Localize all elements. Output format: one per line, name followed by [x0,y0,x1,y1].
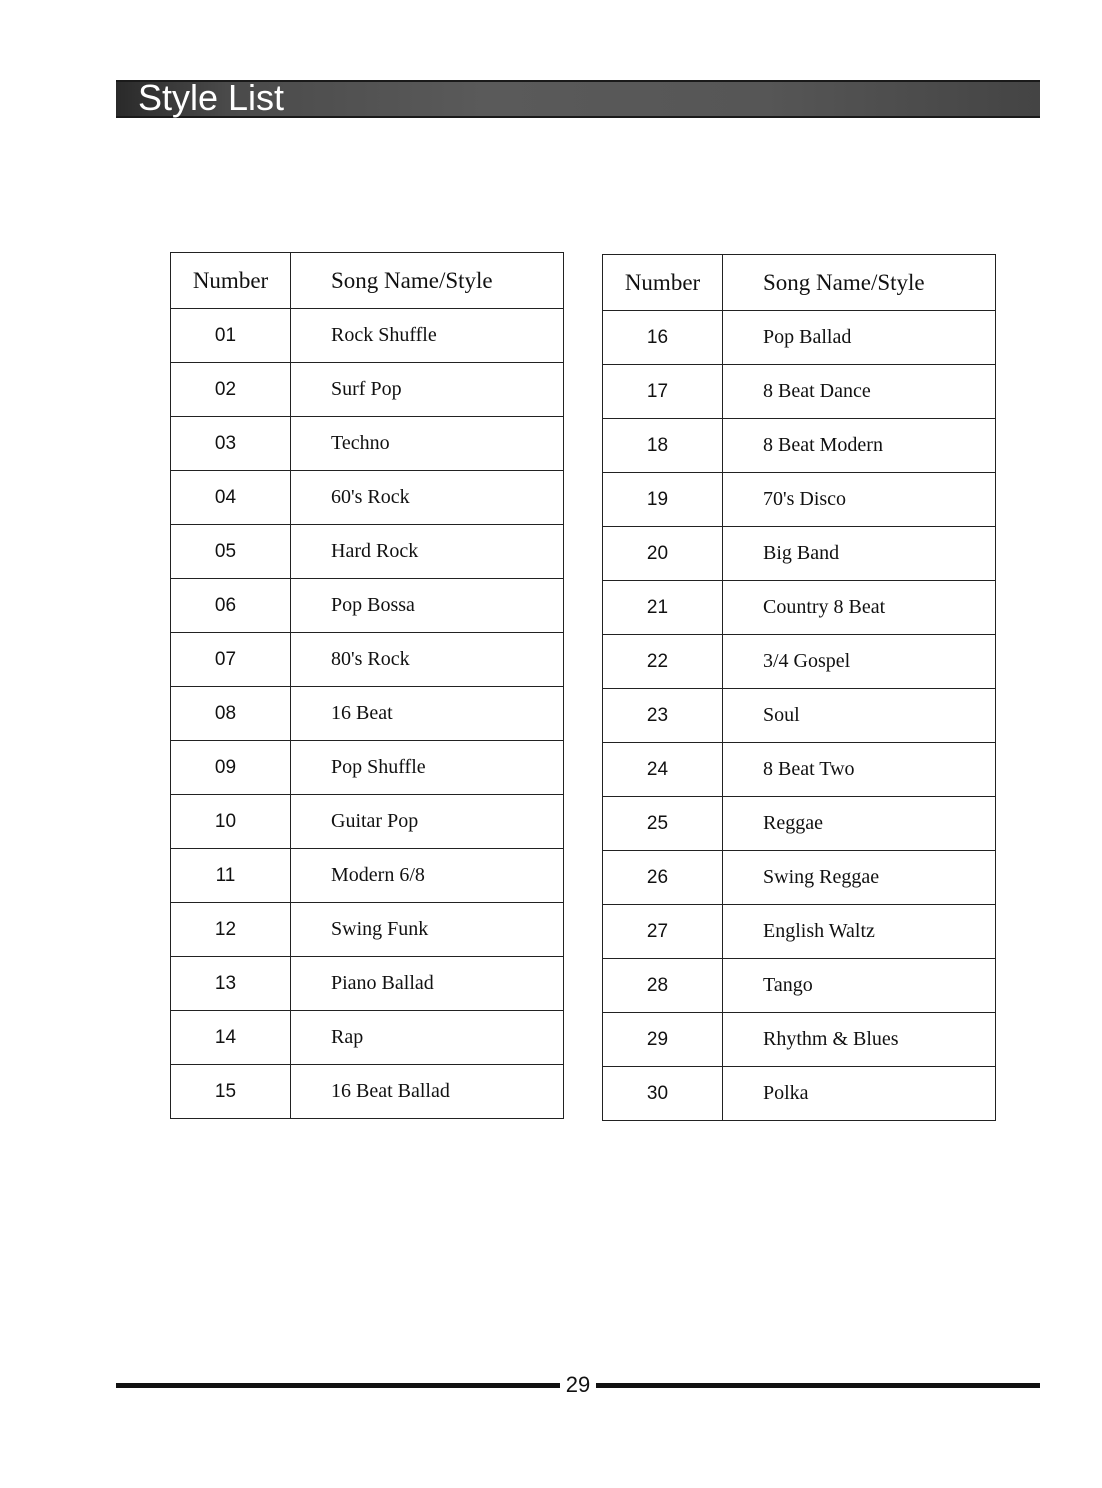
style-number-cell: 02 [171,363,291,417]
table-row [171,579,564,633]
table-row [603,527,996,581]
table-header-row [171,253,564,309]
style-name-cell: Reggae [723,797,996,851]
style-name-cell: 16 Beat [291,687,564,741]
style-number-cell: 04 [171,471,291,525]
table-row [603,689,996,743]
style-number-cell: 08 [171,687,291,741]
table-row [603,959,996,1013]
style-number-cell: 20 [603,527,723,581]
table-row [171,687,564,741]
table-row [171,741,564,795]
table-row [603,473,996,527]
style-number-cell: 12 [171,903,291,957]
footer-rule-left [116,1383,560,1388]
table-row [603,851,996,905]
style-name-cell: Pop Bossa [291,579,564,633]
style-number-cell: 13 [171,957,291,1011]
style-name-cell: 8 Beat Dance [723,365,996,419]
style-number-cell: 18 [603,419,723,473]
style-number-cell: 22 [603,635,723,689]
style-name-cell: Modern 6/8 [291,849,564,903]
style-name-cell: 70's Disco [723,473,996,527]
style-name-cell: Swing Reggae [723,851,996,905]
table-row [603,419,996,473]
table-row [603,1067,996,1121]
style-name-cell: 60's Rock [291,471,564,525]
style-number-cell: 14 [171,1011,291,1065]
table-row [603,635,996,689]
table-row [603,1013,996,1067]
table-header-row [603,255,996,311]
page-number: 29 [565,1372,591,1397]
style-number-cell: 07 [171,633,291,687]
style-number-cell: 10 [171,795,291,849]
style-name-cell: English Waltz [723,905,996,959]
style-table-left [170,252,564,1119]
style-name-cell: 8 Beat Two [723,743,996,797]
style-number-cell: 27 [603,905,723,959]
table-row [603,905,996,959]
style-number-cell: 30 [603,1067,723,1121]
section-title-bar [116,77,1040,118]
style-name-cell: Surf Pop [291,363,564,417]
style-name-cell: Piano Ballad [291,957,564,1011]
style-number-cell: 11 [171,849,291,903]
table-row [171,363,564,417]
table-row [171,795,564,849]
style-number-cell: 23 [603,689,723,743]
style-table-right [602,254,996,1121]
table-row [171,309,564,363]
table-row [603,797,996,851]
style-name-cell: Tango [723,959,996,1013]
style-number-cell: 01 [171,309,291,363]
style-name-cell: 80's Rock [291,633,564,687]
style-name-cell: 3/4 Gospel [723,635,996,689]
style-number-cell: 06 [171,579,291,633]
table-row [171,417,564,471]
table-row [603,581,996,635]
style-number-cell: 21 [603,581,723,635]
table-row [171,471,564,525]
column-header-number: Number [603,255,723,311]
style-name-cell: Rhythm & Blues [723,1013,996,1067]
style-name-cell: Big Band [723,527,996,581]
table-row [171,633,564,687]
style-name-cell: Pop Shuffle [291,741,564,795]
table-row [171,1065,564,1119]
page-title: Style List [138,77,285,118]
table-row [603,311,996,365]
style-name-cell: Polka [723,1067,996,1121]
style-name-cell: Rock Shuffle [291,309,564,363]
footer-rule-right [596,1383,1040,1388]
style-number-cell: 15 [171,1065,291,1119]
style-name-cell: Techno [291,417,564,471]
style-number-cell: 29 [603,1013,723,1067]
table-row [171,1011,564,1065]
table-row [603,743,996,797]
style-number-cell: 09 [171,741,291,795]
style-name-cell: Pop Ballad [723,311,996,365]
style-number-cell: 28 [603,959,723,1013]
table-row [171,525,564,579]
table-row [603,365,996,419]
style-name-cell: Country 8 Beat [723,581,996,635]
style-number-cell: 03 [171,417,291,471]
style-number-cell: 26 [603,851,723,905]
style-name-cell: Rap [291,1011,564,1065]
style-name-cell: Soul [723,689,996,743]
style-name-cell: 16 Beat Ballad [291,1065,564,1119]
style-name-cell: Hard Rock [291,525,564,579]
table-row [171,849,564,903]
style-number-cell: 16 [603,311,723,365]
table-row [171,957,564,1011]
column-header-number: Number [171,253,291,309]
style-number-cell: 19 [603,473,723,527]
style-number-cell: 05 [171,525,291,579]
style-name-cell: Guitar Pop [291,795,564,849]
style-name-cell: Swing Funk [291,903,564,957]
style-number-cell: 17 [603,365,723,419]
style-number-cell: 25 [603,797,723,851]
column-header-song-name: Song Name/Style [723,255,996,311]
style-name-cell: 8 Beat Modern [723,419,996,473]
style-number-cell: 24 [603,743,723,797]
column-header-song-name: Song Name/Style [291,253,564,309]
table-row [171,903,564,957]
